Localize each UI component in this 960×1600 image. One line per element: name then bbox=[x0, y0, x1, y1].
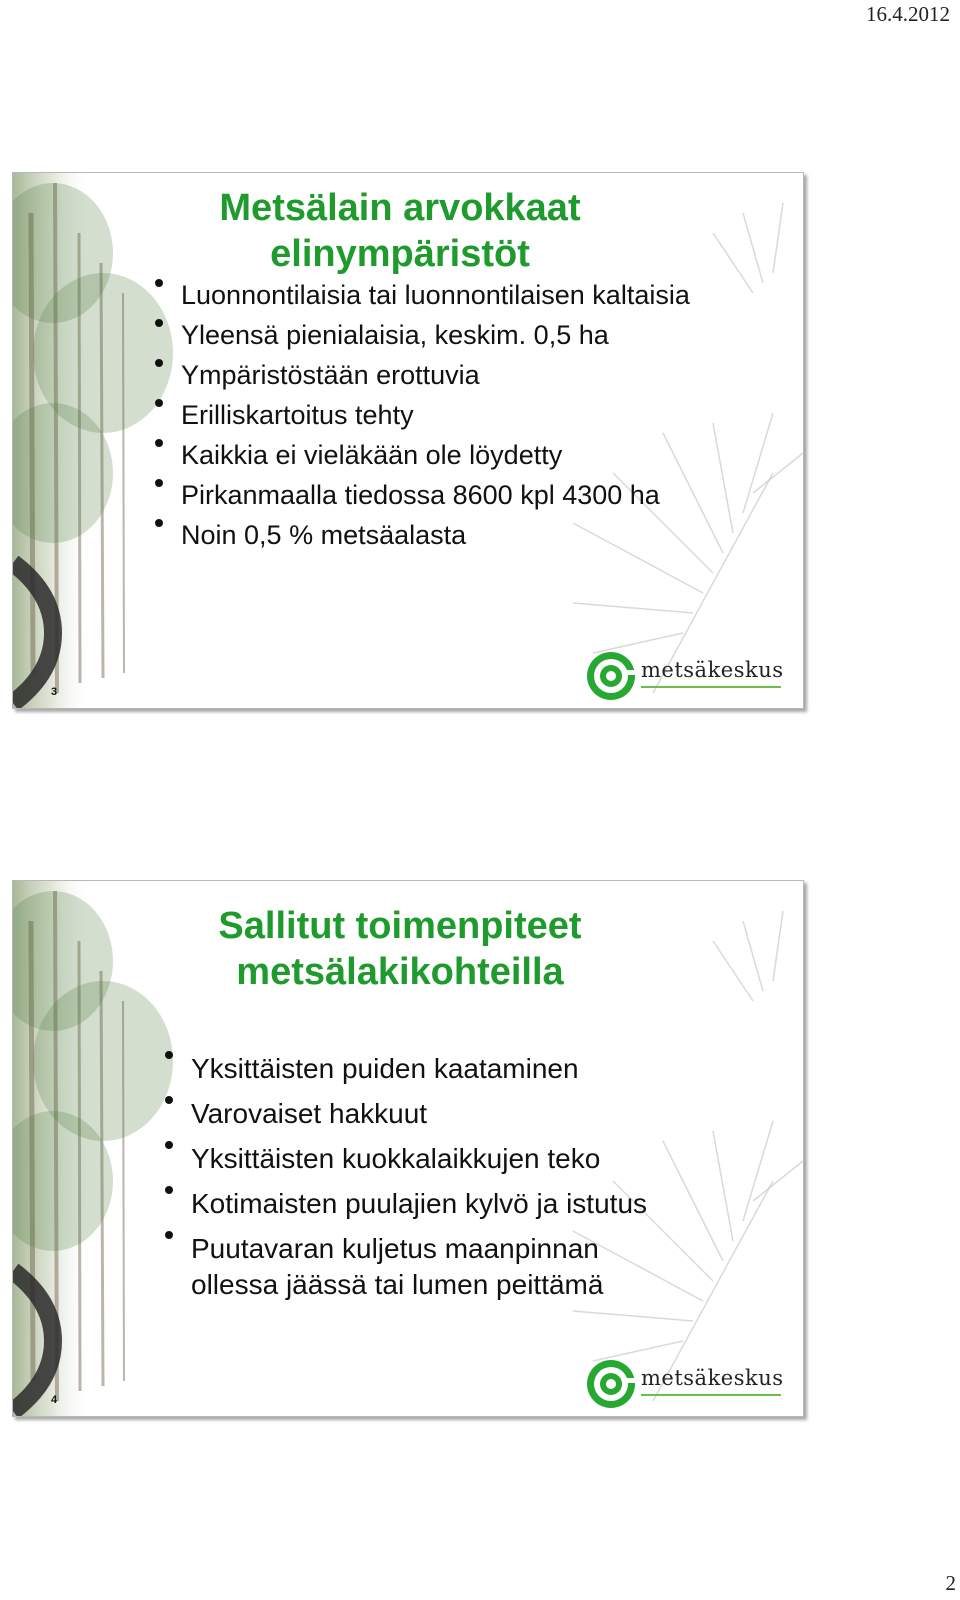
bullet-list bbox=[155, 279, 735, 552]
list-item: Varovaiset hakkuut bbox=[165, 1096, 725, 1132]
list-item: Luonnontilaisia tai luonnontilaisen kaltaisia bbox=[155, 279, 735, 312]
list-item: Noin 0,5 % metsäalasta bbox=[155, 519, 735, 552]
list-item: Erilliskartoitus tehty bbox=[155, 399, 735, 432]
slide-title-line: Metsälain arvokkaat bbox=[219, 187, 581, 229]
page-date: 16.4.2012 bbox=[866, 2, 950, 26]
list-item: Yksittäisten kuokkalaikkujen teko bbox=[165, 1141, 725, 1177]
bullet-list bbox=[165, 1051, 725, 1303]
target-logo-icon bbox=[585, 1356, 641, 1412]
slide-4 bbox=[12, 880, 804, 1417]
slide-title bbox=[163, 903, 637, 995]
list-item: Yleensä pienialaisia, keskim. 0,5 ha bbox=[155, 319, 735, 352]
logo-text: metsäkeskus bbox=[641, 658, 784, 682]
slide-number: 4 bbox=[51, 1394, 58, 1406]
list-item: Pirkanmaalla tiedossa 8600 kpl 4300 ha bbox=[155, 479, 735, 512]
slide-number: 3 bbox=[51, 686, 58, 698]
page-number: 2 bbox=[945, 1571, 956, 1595]
list-item: Ympäristöstään erottuvia bbox=[155, 359, 735, 392]
slide-title-line: elinympäristöt bbox=[270, 233, 530, 275]
list-item: Yksittäisten puiden kaataminen bbox=[165, 1051, 725, 1087]
logo-underline bbox=[641, 1394, 781, 1396]
metsakeskus-logo bbox=[585, 1356, 785, 1412]
list-item: Kaikkia ei vieläkään ole löydetty bbox=[155, 439, 735, 472]
slide-title bbox=[163, 185, 637, 277]
slide-3 bbox=[12, 172, 804, 709]
logo-text: metsäkeskus bbox=[641, 1366, 784, 1390]
list-item: Kotimaisten puulajien kylvö ja istutus bbox=[165, 1186, 725, 1222]
metsakeskus-logo bbox=[585, 648, 785, 704]
slide-title-line: Sallitut toimenpiteet bbox=[218, 905, 582, 947]
slide-title-line: metsälakikohteilla bbox=[236, 951, 564, 993]
logo-underline bbox=[641, 686, 781, 688]
target-logo-icon bbox=[585, 648, 641, 704]
list-item: Puutavaran kuljetus maanpinnan ollessa jäässä tai lumen peittämä bbox=[165, 1231, 661, 1303]
